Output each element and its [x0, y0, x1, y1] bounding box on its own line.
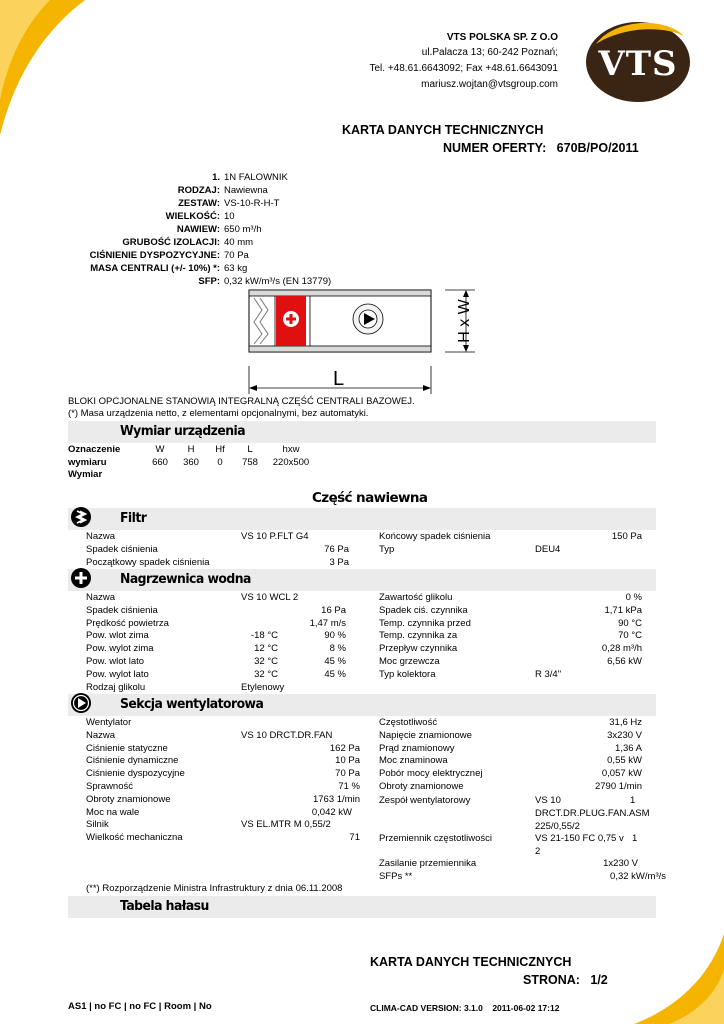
heater-cell: R 3/4" [535, 668, 562, 680]
przem-qty: 1 [632, 833, 638, 844]
filtr-value: 76 Pa [324, 544, 349, 555]
section-title: Część nawiewna [312, 490, 428, 506]
filtr-value: 3 Pa [329, 557, 349, 568]
heater-cell: Moc grzewcza [379, 656, 440, 667]
nagrzewnica-title: Nagrzewnica wodna [120, 571, 251, 587]
heater-cell: Zawartość glikolu [379, 592, 453, 603]
fan-label: Wielkość mechaniczna [86, 832, 183, 844]
filtr-label-right: Końcowy spadek ciśnienia [379, 531, 491, 542]
heater-cell: 70 °C [618, 630, 642, 642]
dim-value-hf: 0 [217, 457, 223, 468]
heater-cell: Etylenowy [241, 681, 285, 693]
heater-cell: 6,56 kW [607, 656, 642, 667]
fan-value: 10 Pa [335, 755, 360, 767]
fan-value-right: 31,6 Hz [609, 717, 642, 728]
corner-swoosh-top-left [0, 0, 90, 140]
fan-value: 71 % [338, 781, 360, 792]
heater-cell: 45 % [324, 668, 346, 680]
fan-value-right: 3x230 V [607, 729, 642, 741]
zespol-line3: 225/0,55/2 [535, 821, 580, 832]
heater-cell: Nazwa [86, 592, 116, 603]
dim-header-h: H [187, 444, 195, 455]
dimensions-header [68, 421, 656, 443]
footer-left-info: AS1 | no FC | no FC | Room | No [68, 1001, 212, 1012]
page-label: STRONA: [523, 973, 580, 987]
dim-header-hf: Hf [215, 444, 225, 455]
sfp-value: 0,32 kW/m³/s [610, 871, 666, 882]
sfp-label: SFPs ** [379, 871, 413, 882]
heater-cell: 8 % [329, 643, 346, 655]
note-optional-blocks: BLOKI OPCJONALNE STANOWIĄ INTEGRALNĄ CZĘŚĆ CENTRALI BAZOWEJ. [68, 396, 415, 407]
zasil-value: 1x230 V [603, 858, 638, 869]
heater-cell: 32 °C [254, 656, 278, 667]
filtr-title: Filtr [120, 510, 147, 526]
halas-title: Tabela hałasu [120, 898, 209, 914]
halas-header [68, 896, 656, 918]
fan-label: Silnik [86, 819, 109, 831]
przem-name: VS 21-150 FC 0,75 v [535, 833, 624, 844]
heater-cell: Temp. czynnika przed [379, 617, 471, 629]
fan-value: 0,042 kW [311, 806, 352, 818]
dim-value-w: 660 [152, 457, 168, 468]
fan-value: VS 10 DRCT.DR.FAN [241, 729, 333, 741]
note-mass: (*) Masa urządzenia netto, z elementami opcjonalnymi, bez automatyki. [68, 408, 369, 419]
heater-cell: Pow. wylot zima [86, 643, 154, 655]
fan-value-right: 2790 1/min [594, 781, 642, 792]
heater-cell: 0 % [625, 592, 642, 603]
heater-cell: 16 Pa [321, 604, 346, 616]
heater-cell: Prędkość powietrza [86, 617, 169, 629]
fan-play-icon [70, 692, 92, 714]
company-email: mariusz.wojtan@vtsgroup.com [421, 79, 558, 90]
logo-text: VTS [598, 44, 678, 84]
company-name: VTS POLSKA SP. Z O.O [446, 32, 558, 43]
fan-label: Sprawność [86, 781, 133, 792]
przem-label: Przemiennik częstotliwości [379, 833, 492, 844]
heater-plus-icon [70, 567, 92, 589]
heater-cell: -18 °C [250, 630, 278, 642]
fan-value: VS EL.MTR M 0,55/2 [241, 819, 331, 831]
heater-cell: 1,71 kPa [604, 604, 642, 616]
fan-label: Wentylator [86, 717, 132, 728]
footer-title: KARTA DANYCH TECHNICZNYCH [370, 955, 572, 969]
zespol-line2: DRCT.DR.PLUG.FAN.ASM [535, 808, 650, 819]
dim-header-l: L [247, 444, 253, 455]
fan-label: Moc na wale [86, 806, 140, 818]
fan-label-right: Prąd znamionowy [379, 742, 455, 754]
vts-logo [584, 14, 692, 106]
filtr-value: VS 10 P.FLT G4 [241, 531, 309, 542]
filter-icon [70, 506, 92, 528]
fan-label-right: Obroty znamionowe [379, 781, 464, 792]
fan-label: Nazwa [86, 729, 116, 741]
fan-label-right: Moc znaminowa [379, 755, 448, 767]
heater-cell: 45 % [324, 656, 346, 667]
heater-cell: 0,28 m³/h [601, 643, 642, 655]
offer-label: NUMER OFERTY: [443, 141, 547, 155]
filtr-header [68, 508, 656, 530]
dim-label-1: Oznaczenie [68, 444, 121, 455]
fan-label-right: Pobór mocy elektrycznej [379, 768, 483, 780]
wentylator-title: Sekcja wentylatorowa [120, 696, 264, 712]
filtr-label-right: Typ [379, 544, 395, 555]
footer-version: CLIMA-CAD VERSION: 3.1.0 2011-06-02 17:12 [370, 1003, 560, 1013]
heater-cell: VS 10 WCL 2 [241, 592, 299, 603]
dim-label-2: wymiaru [68, 457, 107, 468]
dim-header-w: W [155, 444, 165, 455]
heater-cell: Spadek ciś. czynnika [379, 604, 468, 616]
info-block: 1. 1N FALOWNIK RODZAJ: Nawiewna ZESTAW: VS-10-R-H-T WIELKOŚĆ: 10 NAWIEW: 650 m³/h GRUBOŚĆ IZOLACJI: 40 mm CIŚNIENIE DYSPOZYCYJNE: 70 Pa MASA CENTRALI (+/- 10%) *: 63 kg SFP: 0,32 kW/m³/s (EN 13779) [89, 172, 332, 287]
footer-page [523, 973, 608, 987]
heater-cell: Rodzaj glikolu [86, 681, 146, 693]
dim-value-hxw: 220x500 [272, 457, 310, 468]
fan-label: Ciśnienie dynamiczne [86, 755, 179, 767]
heater-cell: 12 °C [254, 643, 278, 655]
dim-value-l: 758 [242, 457, 258, 468]
heater-cell: 1,47 m/s [309, 617, 346, 629]
fan-label: Ciśnienie dyspozycyjne [86, 768, 185, 780]
filtr-value-right: DEU4 [535, 544, 561, 555]
heater-cell: Typ kolektora [379, 668, 436, 680]
fan-label-right: Częstotliwość [379, 717, 438, 728]
dim-label-3: Wymiar [68, 469, 103, 480]
wentylator-header [68, 694, 656, 716]
hxw-label: H x W [456, 299, 473, 343]
heater-cell: Przepływ czynnika [379, 643, 458, 655]
heater-cell: Temp. czynnika za [379, 630, 458, 642]
fan-value: 162 Pa [329, 742, 360, 754]
zespol-qty: 1 [630, 795, 636, 806]
page-value: 1/2 [590, 973, 608, 987]
fan-value-right: 0,057 kW [601, 768, 642, 780]
fan-label: Ciśnienie statyczne [86, 742, 168, 754]
filtr-label: Początkowy spadek ciśnienia [86, 557, 210, 568]
przem-line2: 2 [535, 846, 541, 857]
zasil-label: Zasilanie przemiennika [379, 858, 477, 869]
heater-cell: 32 °C [254, 668, 278, 680]
dim-value-h: 360 [183, 457, 199, 468]
filtr-value-right: 150 Pa [611, 531, 642, 542]
unit-diagram [240, 284, 490, 396]
dim-header-hxw: hxw [282, 444, 300, 455]
heater-cell: Pow. wlot lato [86, 656, 145, 667]
fan-value-right: 1,36 A [615, 742, 642, 754]
fan-value: 70 Pa [335, 768, 360, 780]
heater-cell: Pow. wylot lato [86, 668, 149, 680]
fan-label-right: Napięcie znamionowe [379, 729, 472, 741]
fan-value: 1763 1/min [312, 793, 360, 805]
heater-cell: 90 % [324, 630, 346, 642]
nagrzewnica-header [68, 569, 656, 591]
offer-number: 670B/PO/2011 [556, 141, 639, 155]
heater-cell: 90 °C [618, 617, 642, 629]
filtr-label: Nazwa [86, 531, 116, 542]
fan-footnote: (**) Rozporządzenie Ministra Infrastruktury z dnia 06.11.2008 [86, 883, 343, 894]
company-phone: Tel. +48.61.6643092; Fax +48.61.6643091 [369, 63, 558, 74]
zespol-name: VS 10 [535, 795, 561, 806]
l-label: L [333, 368, 345, 390]
corner-swoosh-bottom-right [634, 934, 724, 1024]
filtr-label: Spadek ciśnienia [86, 544, 158, 555]
heater-cell: Pow. wlot zima [86, 630, 149, 642]
fan-value-right: 0,55 kW [607, 755, 642, 767]
heater-cell: Spadek ciśnienia [86, 604, 158, 616]
company-address: ul.Palacza 13; 60-242 Poznań; [421, 47, 558, 58]
fan-value: 71 [349, 832, 360, 844]
zespol-label: Zespół wentylatorowy [379, 795, 471, 806]
offer-number-line [443, 141, 639, 155]
fan-label: Obroty znamionowe [86, 793, 171, 805]
dimensions-title: Wymiar urządzenia [120, 423, 246, 439]
page-title: KARTA DANYCH TECHNICZNYCH [342, 123, 544, 137]
